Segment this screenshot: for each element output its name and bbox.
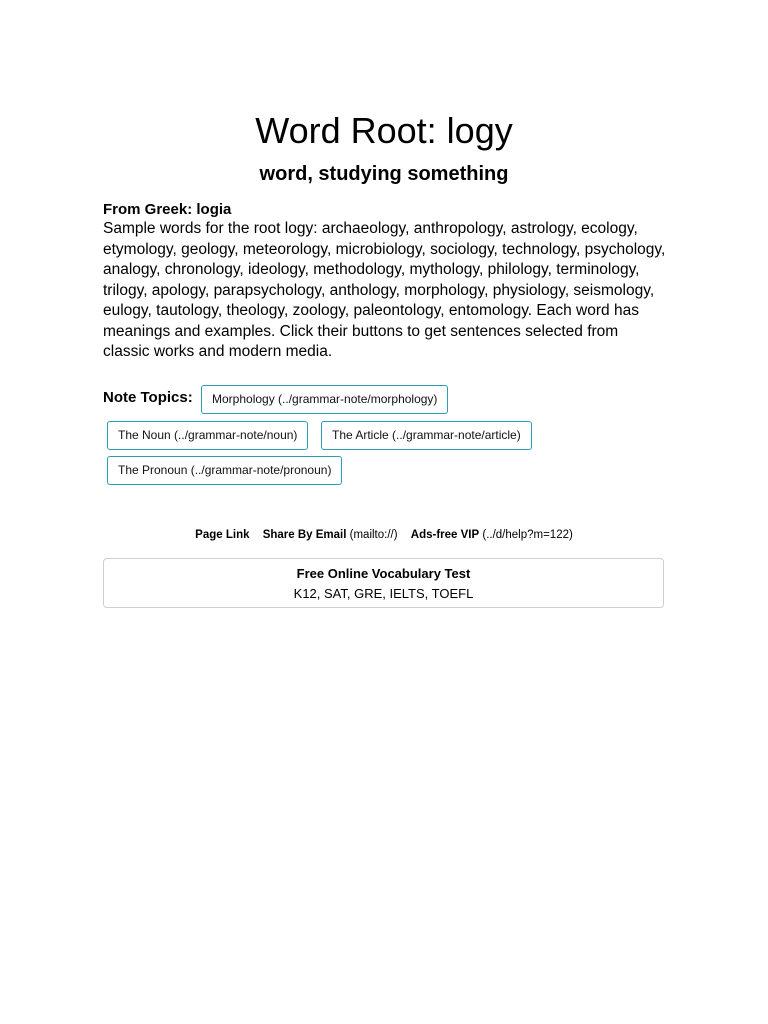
sample-words-text: Sample words for the root logy: archaeology, anthropology, astrology, ecology, etymology, geology, meteorology, microbiology, sociology, technology, psychology, analogy, chronology, ideology, methodology, mythology, philology, terminology, trilogy, apology, parapsychology, anthology, morphology, physiology, seismology, eulogy, tautology, theology, zoology, paleontology, entomology. Each word has meanings and examples. Click their buttons to get sentences selected from classic works and modern media.: [103, 220, 666, 360]
vocabulary-test-subtitle: K12, SAT, GRE, IELTS, TOEFL: [293, 586, 474, 601]
page-title: Word Root: logy: [255, 110, 513, 151]
share-links-row: [0, 529, 768, 541]
topic-button-pronoun[interactable]: The Pronoun (../grammar-note/pronoun): [107, 456, 342, 485]
root-description: [103, 200, 668, 363]
vocabulary-test-banner[interactable]: [103, 558, 664, 608]
note-topics-label: Note Topics:: [103, 389, 193, 406]
share-email-link[interactable]: Share By Email (mailto://): [262, 529, 398, 541]
origin-label: From Greek: logia: [103, 201, 232, 218]
ads-free-vip-link[interactable]: Ads-free VIP (../d/help?m=122): [410, 529, 573, 541]
page-subtitle: word, studying something: [259, 163, 509, 185]
topic-button-morphology[interactable]: Morphology (../grammar-note/morphology): [201, 385, 448, 414]
vocabulary-test-title: Free Online Vocabulary Test: [296, 566, 471, 581]
page-link[interactable]: Page Link: [195, 529, 250, 541]
topic-button-noun[interactable]: The Noun (../grammar-note/noun): [107, 421, 308, 450]
topic-button-article[interactable]: The Article (../grammar-note/article): [321, 421, 532, 450]
